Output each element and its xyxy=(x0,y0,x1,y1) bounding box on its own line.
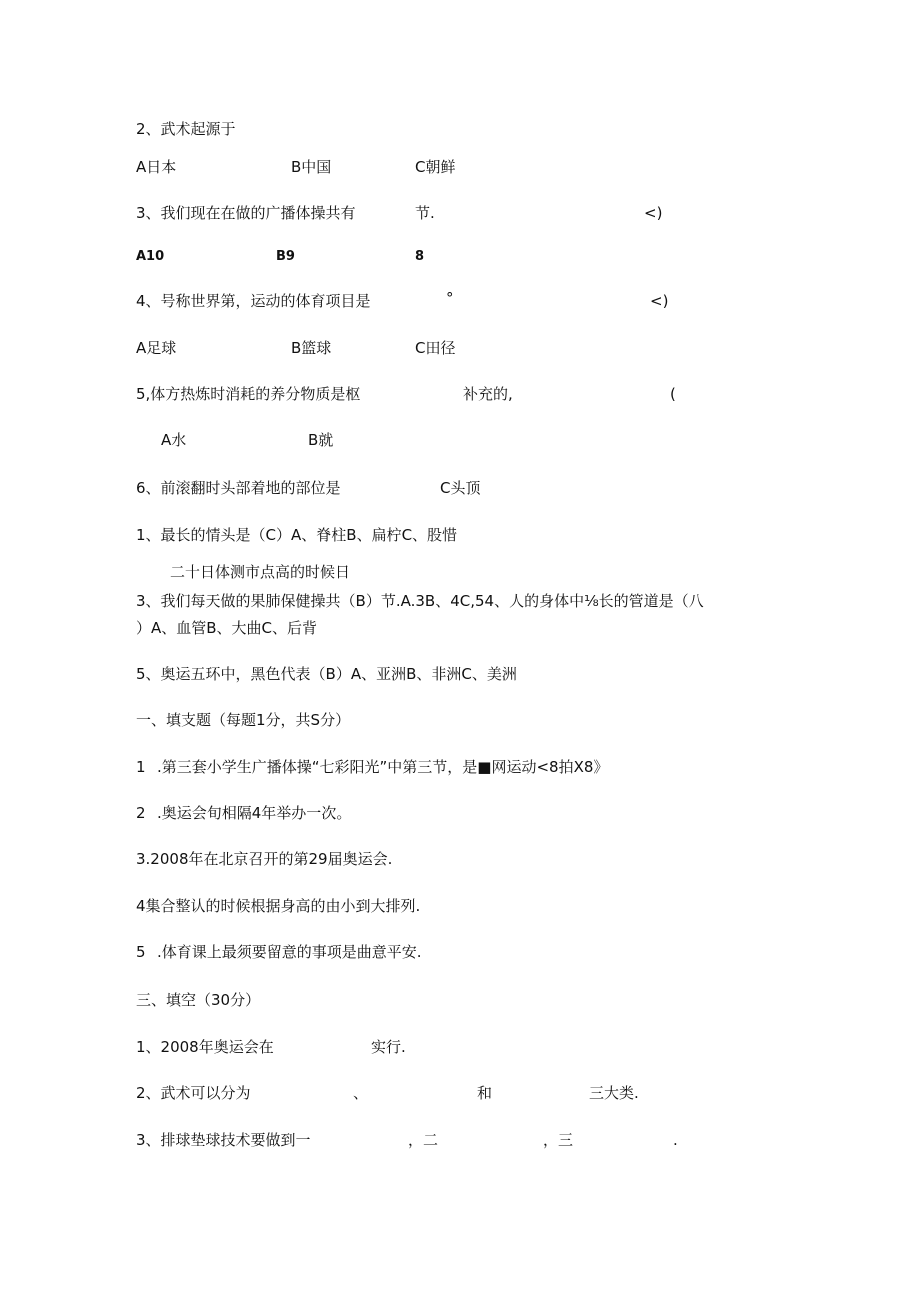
item-text: .体育课上最须要留意的事项是曲意平安. xyxy=(157,943,422,961)
option-c: 8 xyxy=(415,249,425,264)
end-period: . xyxy=(673,1131,678,1149)
question-3-lung-exercise: 3、我们每天做的果肺保健操共（B）节.A.3B、4C,54、人的身体中⅛长的管道是（八 xyxy=(136,592,704,610)
item-number: 5 xyxy=(136,943,146,961)
item-number: 1 xyxy=(136,758,146,776)
item-text: 3.2008年在北京召开的第29届奥运会. xyxy=(136,850,393,868)
blank-question-1: 1、2008年奥运会在 xyxy=(136,1038,274,1056)
option-c: C头顶 xyxy=(440,479,481,497)
question-1-longest-bone: 1、最长的情头是（C）A、脊柱B、扁柠C、股惜 xyxy=(136,526,458,544)
blank-question-1-suffix: 实行. xyxy=(371,1038,406,1056)
blank-part-two: ，二 xyxy=(408,1131,439,1149)
option-a: A足球 xyxy=(136,339,177,357)
option-b: B篮球 xyxy=(291,339,332,357)
option-b: B就 xyxy=(308,431,334,449)
question-2-origin-of-wushu: 2、武术起源于 xyxy=(136,120,236,138)
conjunction: 和 xyxy=(477,1084,493,1102)
option-a: A10 xyxy=(136,249,165,264)
option-a: A日本 xyxy=(136,158,177,176)
question-6-text: 6、前滚翻时头部着地的部位是 xyxy=(136,479,341,497)
section-heading-fill-in: 一、填支题（每题1分，共S分） xyxy=(136,711,351,729)
question-5-text: 5,体方热炼时消耗的养分物质是枢 xyxy=(136,385,361,403)
option-c: C朝鲜 xyxy=(415,158,456,176)
blank-part-three: ，三 xyxy=(543,1131,574,1149)
blank-question-2-suffix: 三大类. xyxy=(589,1084,639,1102)
question-4-options: ）A、血管B、大曲C、后背 xyxy=(136,619,318,637)
answer-bracket: <) xyxy=(644,204,663,222)
question-5-olympic-rings: 5、奥运五环中，黑色代表（B）A、亚洲B、非洲C、美洲 xyxy=(136,665,517,683)
question-4-text: 4、号称世界第，运动的体育项目是 xyxy=(136,292,371,310)
clipped-text: 二十日体测市点高的时候日 xyxy=(170,563,351,581)
blank-question-2: 2、武术可以分为 xyxy=(136,1084,251,1102)
blank-question-3: 3、排球垫球技术要做到一 xyxy=(136,1131,311,1149)
question-4-mark: ° xyxy=(446,289,454,307)
item-text: .奥运会旬相隔4年举办一次。 xyxy=(157,804,352,822)
item-text: 4集合整认的时候根据身高的由小到大排列. xyxy=(136,897,421,915)
clipped-text-line xyxy=(170,563,590,581)
item-text: .第三套小学生广播体操“七彩阳光”中第三节，是■网运动<8拍X8》 xyxy=(157,758,609,776)
item-number: 2 xyxy=(136,804,146,822)
question-3-text: 3、我们现在在做的广播体操共有 xyxy=(136,204,356,222)
option-c: C田径 xyxy=(415,339,456,357)
option-b: B9 xyxy=(276,249,295,264)
option-b: B中国 xyxy=(291,158,332,176)
question-3-suffix: 节. xyxy=(415,204,435,222)
question-5-suffix: 补充的, xyxy=(463,385,513,403)
separator: 、 xyxy=(353,1084,369,1102)
answer-bracket: <) xyxy=(650,292,669,310)
answer-bracket: ( xyxy=(670,385,676,403)
option-a: A水 xyxy=(161,431,187,449)
section-heading-blank-fill: 三、填空（30分） xyxy=(136,991,261,1009)
